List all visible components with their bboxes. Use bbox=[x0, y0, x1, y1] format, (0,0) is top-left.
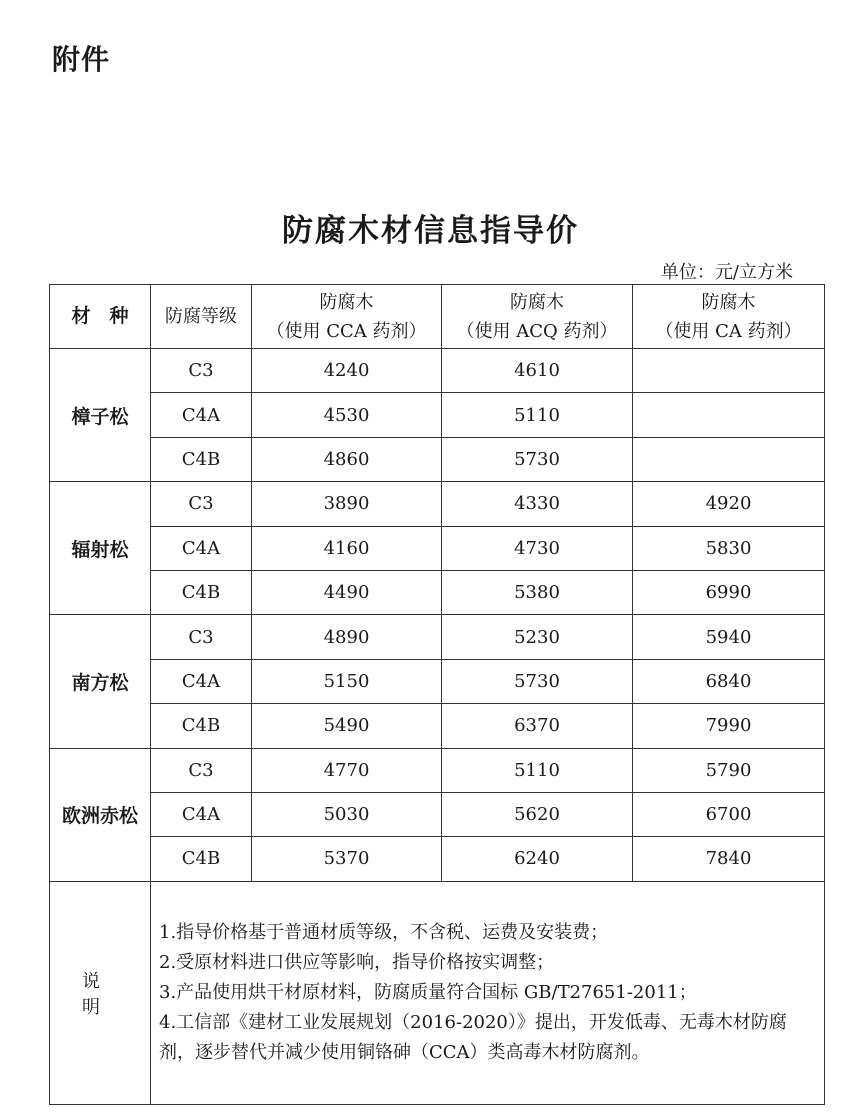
cca-price-cell: 4240 bbox=[252, 349, 442, 393]
cca-price-cell: 5150 bbox=[252, 659, 442, 703]
header-cca-line2: （使用 CCA 药剂） bbox=[266, 320, 427, 342]
header-acq bbox=[442, 285, 633, 349]
grade-cell: C4B bbox=[151, 437, 252, 481]
cca-price-cell: 3890 bbox=[252, 482, 442, 526]
grade-cell: C4B bbox=[151, 704, 252, 748]
header-ca-line1: 防腐木 bbox=[701, 291, 756, 313]
note-item: 4.工信部《建材工业发展规划（2016-2020）》提出，开发低毒、无毒木材防腐剂，逐步替代并减少使用铜铬砷（CCA）类高毒木材防腐剂。 bbox=[159, 1011, 787, 1063]
grade-cell: C4B bbox=[151, 570, 252, 614]
grade-cell: C4A bbox=[151, 526, 252, 570]
acq-price-cell: 5110 bbox=[442, 748, 633, 792]
note-item: 2.受原材料进口供应等影响，指导价格按实调整； bbox=[159, 951, 555, 973]
cca-price-cell: 5030 bbox=[252, 792, 442, 836]
cca-price-cell: 4890 bbox=[252, 615, 442, 659]
table-row bbox=[50, 570, 825, 614]
header-ca bbox=[633, 285, 825, 349]
acq-price-cell: 5730 bbox=[442, 437, 633, 481]
ca-price-cell: 4920 bbox=[633, 482, 825, 526]
acq-price-cell: 4330 bbox=[442, 482, 633, 526]
notes-cell bbox=[151, 881, 825, 1104]
table-row bbox=[50, 748, 825, 792]
acq-price-cell: 6370 bbox=[442, 704, 633, 748]
species-cell: 樟子松 bbox=[50, 349, 151, 482]
grade-cell: C3 bbox=[151, 615, 252, 659]
cca-price-cell: 4860 bbox=[252, 437, 442, 481]
species-cell: 辐射松 bbox=[50, 482, 151, 615]
ca-price-cell: 6700 bbox=[633, 792, 825, 836]
grade-cell: C4A bbox=[151, 659, 252, 703]
header-cca bbox=[252, 285, 442, 349]
notes-label: 说 明 bbox=[50, 881, 151, 1104]
ca-price-cell bbox=[633, 349, 825, 393]
acq-price-cell: 5110 bbox=[442, 393, 633, 437]
ca-price-cell: 5940 bbox=[633, 615, 825, 659]
acq-price-cell: 4610 bbox=[442, 349, 633, 393]
header-species: 材 种 bbox=[50, 285, 151, 349]
acq-price-cell: 4730 bbox=[442, 526, 633, 570]
header-acq-line1: 防腐木 bbox=[510, 291, 564, 313]
notes-row bbox=[50, 881, 825, 1104]
header-ca-line2: （使用 CA 药剂） bbox=[655, 320, 802, 342]
table-header-row bbox=[50, 285, 825, 349]
acq-price-cell: 5230 bbox=[442, 615, 633, 659]
unit-note: 单位：元/立方米 bbox=[660, 262, 793, 283]
note-item: 1.指导价格基于普通材质等级，不含税、运费及安装费； bbox=[159, 921, 609, 943]
cca-price-cell: 4770 bbox=[252, 748, 442, 792]
ca-price-cell: 7840 bbox=[633, 837, 825, 881]
header-acq-line2: （使用 ACQ 药剂） bbox=[456, 320, 618, 342]
table-row bbox=[50, 837, 825, 881]
ca-price-cell: 6990 bbox=[633, 570, 825, 614]
ca-price-cell: 7990 bbox=[633, 704, 825, 748]
note-item: 3.产品使用烘干材原材料，防腐质量符合国标 GB/T27651-2011； bbox=[159, 981, 697, 1003]
species-cell: 欧洲赤松 bbox=[50, 748, 151, 881]
attachment-label: 附件 bbox=[52, 43, 111, 76]
ca-price-cell: 5790 bbox=[633, 748, 825, 792]
table-row bbox=[50, 437, 825, 481]
ca-price-cell bbox=[633, 393, 825, 437]
cca-price-cell: 4490 bbox=[252, 570, 442, 614]
acq-price-cell: 5620 bbox=[442, 792, 633, 836]
cca-price-cell: 5490 bbox=[252, 704, 442, 748]
table-row bbox=[50, 615, 825, 659]
ca-price-cell bbox=[633, 437, 825, 481]
acq-price-cell: 5380 bbox=[442, 570, 633, 614]
grade-cell: C3 bbox=[151, 748, 252, 792]
grade-cell: C4A bbox=[151, 393, 252, 437]
ca-price-cell: 5830 bbox=[633, 526, 825, 570]
grade-cell: C4A bbox=[151, 792, 252, 836]
ca-price-cell: 6840 bbox=[633, 659, 825, 703]
page-title: 防腐木材信息指导价 bbox=[282, 213, 579, 249]
cca-price-cell: 4160 bbox=[252, 526, 442, 570]
cca-price-cell: 5370 bbox=[252, 837, 442, 881]
table-row bbox=[50, 482, 825, 526]
species-cell: 南方松 bbox=[50, 615, 151, 748]
acq-price-cell: 6240 bbox=[442, 837, 633, 881]
header-grade: 防腐等级 bbox=[151, 285, 252, 349]
acq-price-cell: 5730 bbox=[442, 659, 633, 703]
table-row bbox=[50, 659, 825, 703]
table-row bbox=[50, 704, 825, 748]
table-row bbox=[50, 526, 825, 570]
grade-cell: C3 bbox=[151, 482, 252, 526]
header-cca-line1: 防腐木 bbox=[319, 291, 374, 313]
table-row bbox=[50, 349, 825, 393]
table-row bbox=[50, 393, 825, 437]
grade-cell: C3 bbox=[151, 349, 252, 393]
cca-price-cell: 4530 bbox=[252, 393, 442, 437]
table-row bbox=[50, 792, 825, 836]
price-table bbox=[49, 284, 825, 1105]
grade-cell: C4B bbox=[151, 837, 252, 881]
